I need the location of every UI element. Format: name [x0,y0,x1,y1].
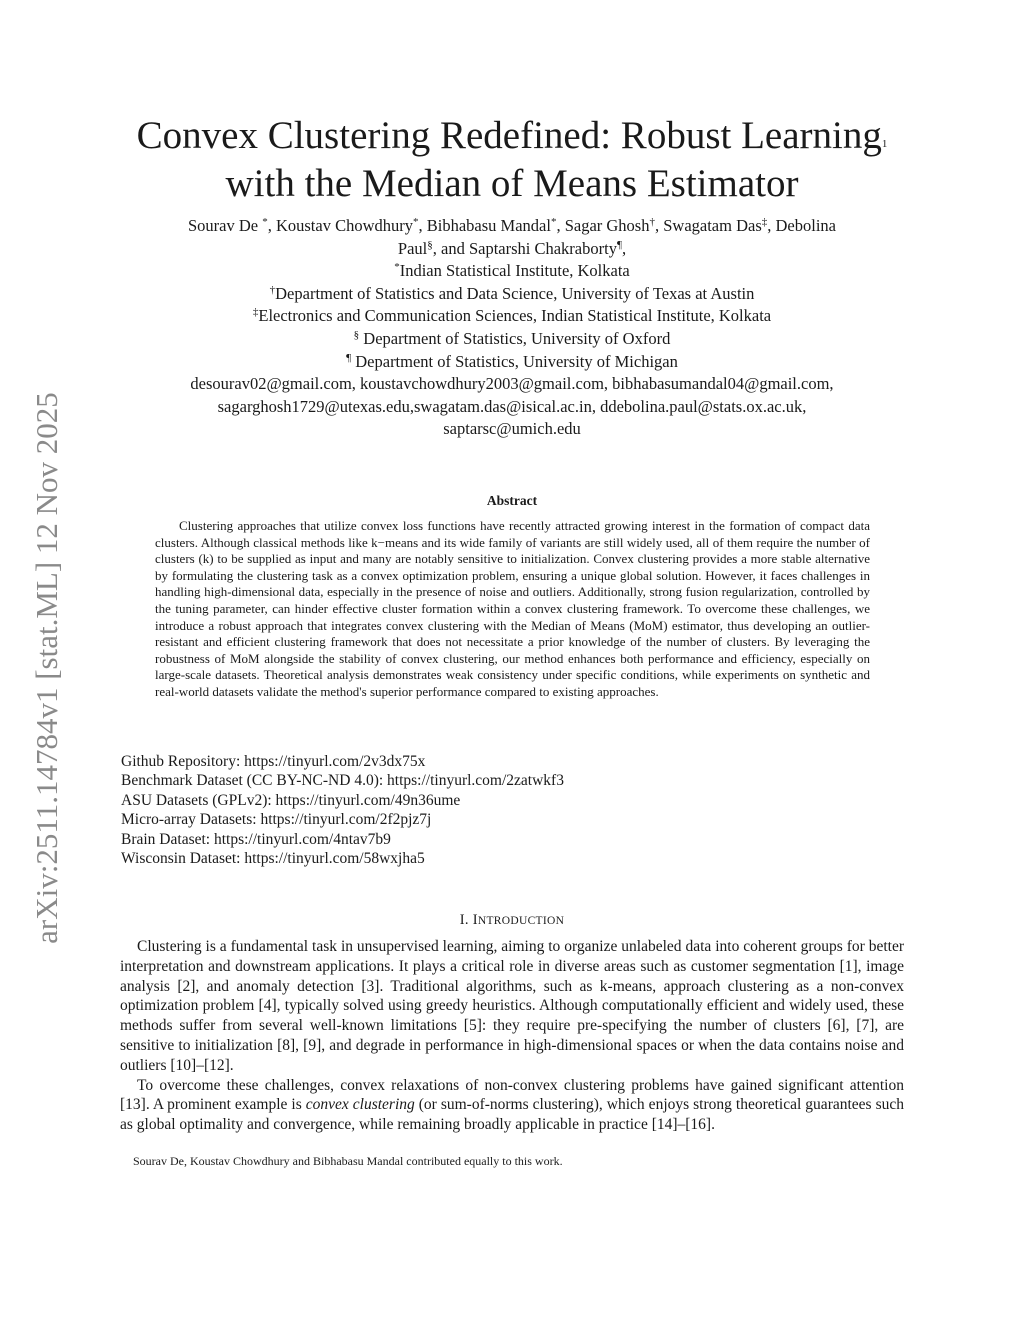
affil-mark: † [649,216,655,228]
title-line-1: Convex Clustering Redefined: Robust Learning [136,114,882,157]
email-line: saptarsc@umich.edu [443,419,581,439]
link-benchmark[interactable]: Benchmark Dataset (CC BY-NC-ND 4.0): https://tinyurl.com/2zatwkf3 [121,772,564,790]
title-line-2: with the Median of Means Estimator [225,162,799,205]
author-line-2 [110,238,914,261]
link-github[interactable]: Github Repository: https://tinyurl.com/2v3dx75x [121,753,426,770]
intro-paragraph-2 [120,1076,904,1135]
author-block [110,215,914,441]
abstract-text: Clustering approaches that utilize convex loss functions have recently attracted growing interest in the formation of compact data clusters. Although classical methods like k−means and its wide family of variants are still widely used, all of them require the number of clusters (k) to be supplied as input and many are notably sensitive to initialization. Convex clustering provides a more stable alternative by formulating the clustering task as a convex optimization problem, ensuring a unique global solution. However, it faces challenges in handling high-dimensional data, especially in the presence of noise and outliers. Additionally, strong fusion regularization, controlled by the tuning parameter, can hinder effective cluster formation within a convex clustering framework. To overcome these challenges, we introduce a robust approach that integrates convex clustering with the Median of Means (MoM) estimator, thus developing an outlier-resistant and efficient clustering framework that does not necessitate a prior knowledge of the number of clusters. By leveraging the robustness of MoM alongside the stability of convex clustering, our method enhances both performance and efficiency, especially on large-scale datasets. Theoretical analysis demonstrates weak consistency under specific conditions, while experiments on synthetic and real-world datasets validate the method's superior performance compared to existing approaches. [155,518,870,699]
affiliation-text: Department of Statistics, University of Michigan [351,351,678,371]
affil-mark: * [550,216,557,228]
introduction-body [120,937,904,1135]
author-name: , Bibhabasu Mandal [418,216,551,235]
affil-mark: † [269,283,276,296]
affil-mark: § [427,238,433,251]
intro-emphasis: convex clustering [305,1096,415,1114]
author-line-1 [110,215,914,238]
title-mark: 1 [881,138,888,150]
intro-text: To overcome these challenges, convex relaxations of non-convex clustering problems have gained significant attention [13]. A prominent example is [120,1076,904,1114]
footnote: Sourav De, Koustav Chowdhury and Bibhabasu Mandal contributed equally to this work. [133,1154,563,1168]
author-name: , Swagatam Das [654,216,762,235]
link-brain[interactable]: Brain Dataset: https://tinyurl.com/4ntav7b9 [121,830,391,848]
affiliation-text: Electronics and Communication Sciences, Indian Statistical Institute, Kolkata [258,306,772,326]
abstract-body [155,518,870,701]
affil-mark: * [262,216,268,228]
email-line: sagarghosh1729@utexas.edu,swagatam.das@isical.ac.in, ddebolina.paul@stats.ox.ac.uk, [217,396,807,416]
resource-links [121,752,564,868]
author-name: , Sagar Ghosh [556,216,650,235]
email-line: desourav02@gmail.com, koustavchowdhury2003@gmail.com, bibhabasumandal04@gmail.com, [190,374,834,394]
author-name: , Debolina [767,216,836,235]
intro-text: (or sum-of-norms clustering), which enjoys strong theoretical guarantees such as global optimality and convergence, while remaining broadly applicable in practice [14]–[16]. [120,1096,904,1134]
section-title-cap: I [472,912,478,928]
affil-mark: * [394,261,400,274]
affil-mark: * [413,216,419,228]
affiliation [110,351,914,374]
abstract-heading: Abstract [486,493,538,508]
affil-mark: ‡ [761,216,768,228]
link-microarray[interactable]: Micro-array Datasets: https://tinyurl.com/2f2pjz7j [121,811,432,829]
section-heading [0,912,1024,929]
author-name: Paul [397,238,428,258]
author-punct: , [621,238,627,258]
affiliation-text: Indian Statistical Institute, Kolkata [399,261,630,281]
affiliation [110,260,914,283]
author-name: , Koustav Chowdhury [267,216,414,235]
section-number: I. [459,912,473,928]
affiliation-text: Department of Statistics and Data Science, University of Texas at Austin [275,283,755,303]
author-name: , and Saptarshi Chakraborty [432,238,617,258]
affiliation [110,305,914,328]
affil-mark: ¶ [616,238,622,251]
paper-title [100,112,924,208]
intro-paragraph-1: Clustering is a fundamental task in unsupervised learning, aiming to organize unlabeled data into coherent groups for better interpretation and downstream applications. It plays a critical role in diverse areas such as customer segmentation [1], image analysis [2], and anomaly detection [3]. Traditional algorithms, such as k-means, approach clustering as a non-convex optimization problem [4], typically solved using greedy heuristics. Although computationally efficient and widely used, these methods suffer from several well-known limitations [5]: they require pre-specifying the number of clusters [6], [7], are sensitive to initialization [8], [9], and degrade in performance in high-dimensional spaces or when the data contains noise and outliers [10]–[12]. [120,938,904,1074]
author-name: Sourav De [187,216,263,235]
affil-mark: § [353,328,360,341]
arxiv-identifier: arXiv:2511.14784v1 [stat.ML] 12 Nov 2025 [29,392,64,944]
section-title-rest: NTRODUCTION [477,915,565,927]
link-wisconsin[interactable]: Wisconsin Dataset: https://tinyurl.com/58wxjha5 [121,850,425,868]
affiliation [110,328,914,351]
affiliation [110,283,914,306]
affiliation-text: Department of Statistics, University of Oxford [359,328,671,348]
affil-mark: ‡ [252,306,259,319]
link-asu[interactable]: ASU Datasets (GPLv2): https://tinyurl.com/49n36ume [121,791,461,809]
affil-mark: ¶ [346,351,352,364]
